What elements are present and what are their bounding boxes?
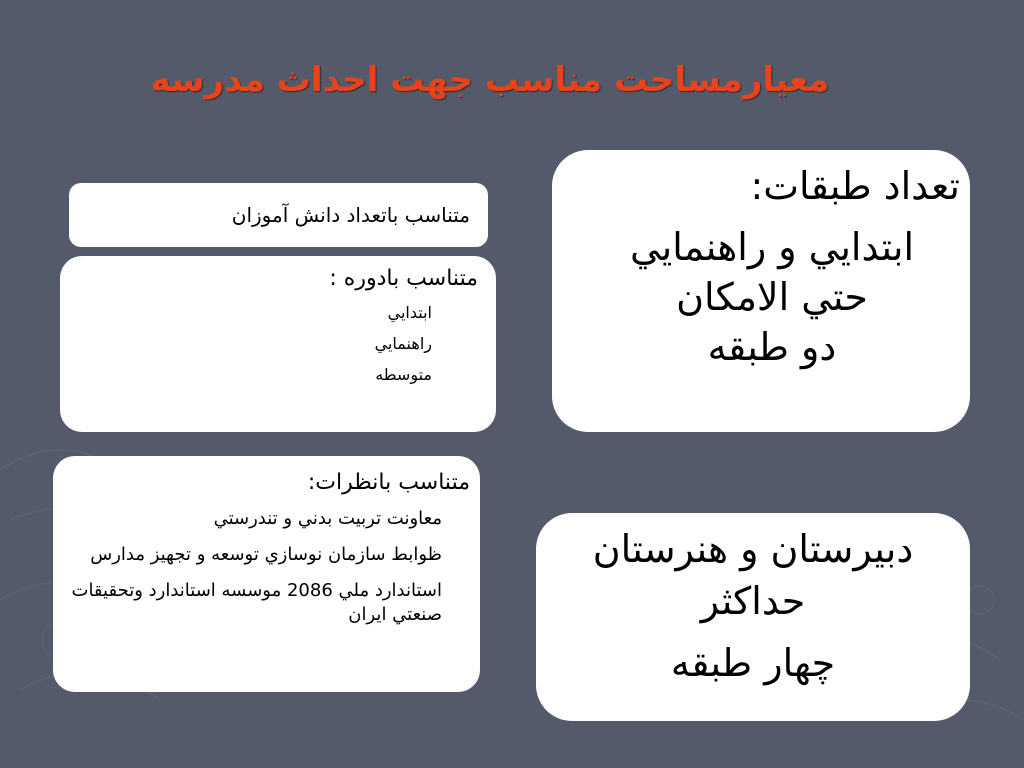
highschool-line-1: دبيرستان و هنرستان bbox=[592, 527, 914, 571]
period-item-middle: راهنمايي bbox=[374, 334, 432, 353]
student-count-box bbox=[69, 183, 488, 247]
floors-line-1: ابتدايي و راهنمايي bbox=[629, 225, 915, 269]
period-item-elementary: ابتدايي bbox=[387, 303, 432, 322]
floors-line-3: دو طبقه bbox=[707, 325, 837, 369]
opinions-box bbox=[53, 456, 480, 692]
opinions-item-sports: معاونت تربيت بدني و تندرستي bbox=[213, 508, 442, 529]
highschool-line-2: حداكثر bbox=[700, 579, 806, 623]
period-heading: متناسب بادوره : bbox=[329, 266, 478, 291]
floors-box bbox=[552, 150, 970, 432]
student-count-text: متناسب باتعداد دانش آموزان bbox=[231, 203, 470, 227]
highschool-box bbox=[536, 513, 970, 721]
period-item-high: متوسطه bbox=[375, 365, 432, 384]
opinions-heading: متناسب بانظرات: bbox=[307, 470, 470, 495]
highschool-line-3: چهار طبقه bbox=[670, 641, 836, 685]
slide-title: معيارمساحت مناسب جهت احداث مدرسه bbox=[150, 60, 830, 100]
floors-heading: تعداد طبقات: bbox=[750, 164, 960, 208]
floors-body bbox=[552, 222, 962, 372]
opinions-item-standard: استاندارد ملي 2086 موسسه استاندارد وتحقيقات صنعتي ايران bbox=[71, 580, 442, 625]
floors-line-2: حتي الامكان bbox=[676, 275, 868, 319]
period-box bbox=[60, 256, 496, 432]
opinions-item-renovation: ظوابط سازمان نوسازي توسعه و تجهيز مدارس bbox=[90, 544, 442, 565]
